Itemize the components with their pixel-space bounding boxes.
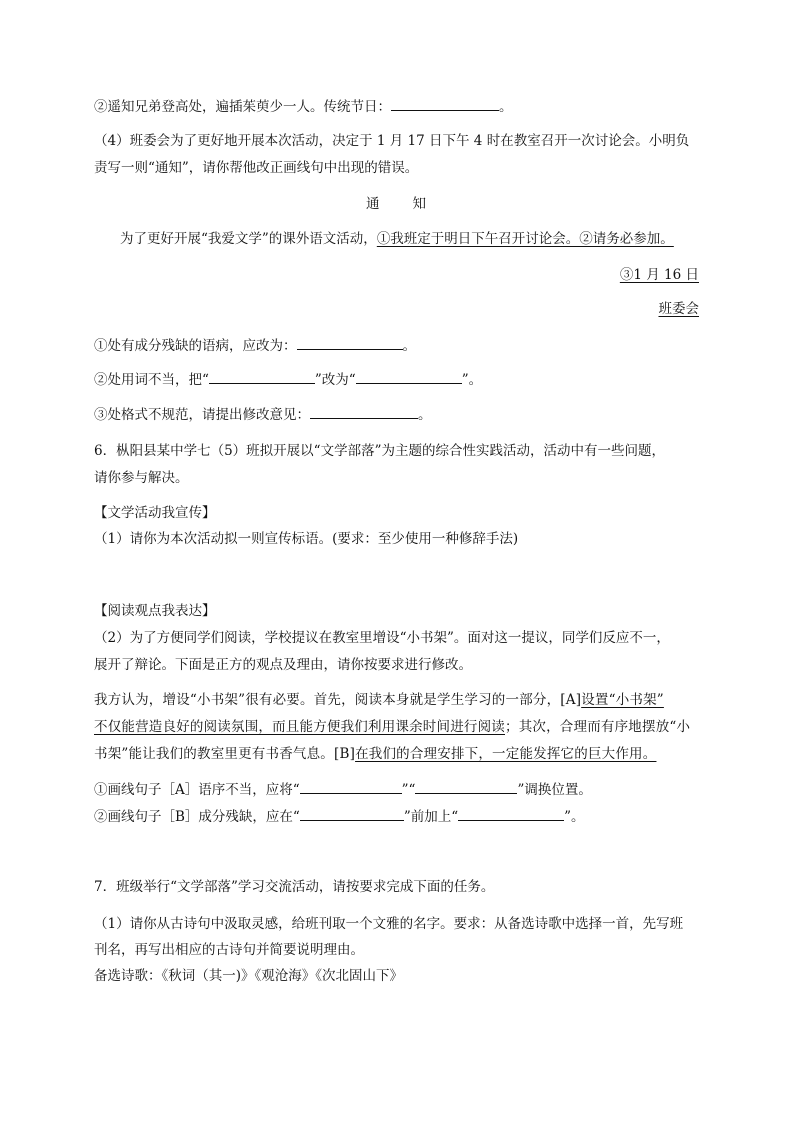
argument-para-line1 bbox=[94, 690, 664, 710]
task-b bbox=[94, 806, 585, 827]
task-a-text-1: ①画线句子［A］语序不当，应将“ bbox=[94, 782, 300, 798]
task-a-text-2: ”“ bbox=[401, 782, 416, 798]
fix-item-2-text-c: ”。 bbox=[461, 372, 483, 388]
answer-blank-task-b-1[interactable] bbox=[300, 806, 404, 821]
underlined-sentence-a-part1: 设置“小书架” bbox=[581, 692, 664, 708]
fix-item-2 bbox=[94, 369, 482, 390]
answer-blank-festival[interactable] bbox=[391, 96, 499, 111]
notice-underlined-sentence: ①我班定于明日下午召开讨论会。②请务必参加。 bbox=[376, 231, 674, 247]
section-heading-reading: 【阅读观点我表达】 bbox=[94, 603, 216, 619]
task-a-text-3: ”调换位置。 bbox=[517, 782, 592, 798]
notice-title: 通 知 bbox=[366, 196, 428, 212]
task-b-text-1: ②画线句子［B］成分残缺，应在“ bbox=[94, 809, 300, 825]
q5-sub4-line1: （4）班委会为了更好地开展本次活动，决定于 1 月 17 日下午 4 时在教室召开一次讨论会。小明负 bbox=[94, 133, 690, 149]
q5-sub4-line2: 责写一则“通知”，请你帮他改正画线句中出现的错误。 bbox=[94, 160, 419, 176]
argument-para-line2 bbox=[94, 717, 690, 737]
fix-item-1-text: ①处有成分残缺的语病，应改为： bbox=[94, 338, 297, 354]
q7-sub1-line1: （1）请你从古诗句中汲取灵感，给班刊取一个文雅的名字。要求：从备选诗歌中选择一首，先写班 bbox=[94, 916, 684, 932]
answer-blank-fix2-to[interactable] bbox=[356, 369, 462, 384]
fix-item-1 bbox=[94, 335, 416, 356]
q6-sub2-line1: （2）为了方便同学们阅读，学校提议在教室里增设“小书架”。面对这一提议，同学们反应不一， bbox=[94, 630, 670, 646]
poem-line-2-text: ②遥知兄弟登高处，遍插茱萸少一人。传统节日： bbox=[94, 99, 391, 115]
answer-blank-fix1[interactable] bbox=[297, 335, 403, 350]
end-punct: 。 bbox=[418, 407, 432, 423]
underlined-sentence-b: 在我们的合理安排下，一定能发挥它的巨大作用。 bbox=[355, 746, 657, 762]
fix-item-3-text: ③处格式不规范，请提出修改意见： bbox=[94, 407, 310, 423]
q6-sub1: （1）请你为本次活动拟一则宣传标语。(要求：至少使用一种修辞手法) bbox=[94, 531, 519, 547]
notice-body-prefix: 为了更好开展“我爱文学”的课外语文活动， bbox=[120, 231, 377, 247]
argument-text: 书架”能让我们的教室里更有书香气息。[B] bbox=[94, 746, 356, 762]
answer-blank-task-a-1[interactable] bbox=[300, 779, 402, 794]
argument-text: 我方认为，增设“小书架”很有必要。首先，阅读本身就是学生学习的一部分，[A] bbox=[94, 692, 582, 708]
fix-item-2-text-a: ②处用词不当，把“ bbox=[94, 372, 209, 388]
notice-date: ③1 月 16 日 bbox=[619, 267, 699, 283]
notice-body bbox=[120, 229, 674, 249]
answer-blank-task-b-2[interactable] bbox=[458, 806, 564, 821]
q7-poem-options: 备选诗歌：《秋词（其一)》《观沧海》《次北固山下》 bbox=[94, 968, 404, 984]
task-b-text-2: ”前加上“ bbox=[403, 809, 459, 825]
end-punct: 。 bbox=[402, 338, 416, 354]
poem-line-2 bbox=[94, 96, 513, 117]
answer-blank-fix2-from[interactable] bbox=[209, 369, 315, 384]
notice-signer: 班委会 bbox=[658, 301, 699, 317]
end-punct: 。 bbox=[499, 99, 513, 115]
fix-item-3 bbox=[94, 404, 432, 425]
q7-sub1-line2: 刊名，再写出相应的古诗句并简要说明理由。 bbox=[94, 942, 364, 958]
section-heading-slogan: 【文学活动我宣传】 bbox=[94, 505, 216, 521]
q6-sub2-line2: 展开了辩论。下面是正方的观点及理由，请你按要求进行修改。 bbox=[94, 657, 472, 673]
q6-intro-line1: 6．枞阳县某中学七（5）班拟开展以“文学部落”为主题的综合性实践活动，活动中有一些问题， bbox=[94, 443, 665, 459]
argument-text: ；其次，合理而有序地摆放“小 bbox=[505, 719, 691, 735]
argument-para-line3 bbox=[94, 744, 656, 764]
task-b-text-3: ”。 bbox=[564, 809, 585, 825]
q7-intro: 7．班级举行“文学部落”学习交流活动，请按要求完成下面的任务。 bbox=[94, 879, 495, 895]
underlined-sentence-a-part2: 不仅能营造良好的阅读氛围，而且能方便我们利用课余时间进行阅读 bbox=[94, 719, 505, 735]
answer-blank-fix3[interactable] bbox=[310, 404, 418, 419]
q6-intro-line2: 请你参与解决。 bbox=[94, 470, 189, 486]
fix-item-2-text-b: ”改为“ bbox=[314, 372, 356, 388]
answer-blank-task-a-2[interactable] bbox=[415, 779, 517, 794]
task-a bbox=[94, 779, 592, 800]
